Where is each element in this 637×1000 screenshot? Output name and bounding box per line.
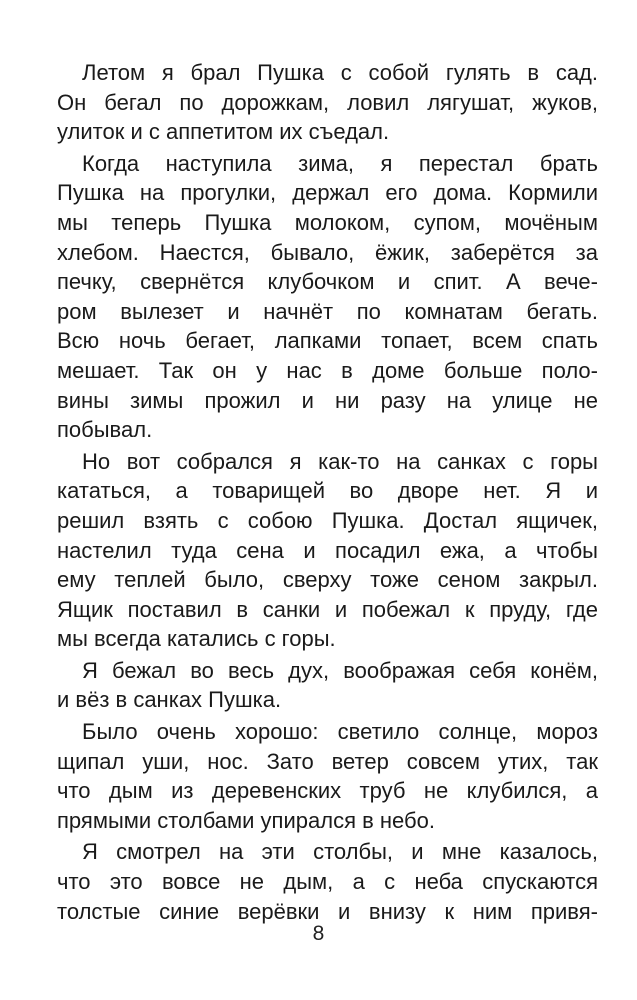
text-line: ему теплей было, сверху тоже сеном закрыл.	[57, 567, 598, 593]
text-line: печку, свернётся клубочком и спит. А вече-	[57, 269, 598, 295]
text-line: хлебом. Наестся, бывало, ёжик, заберётся за	[57, 239, 598, 265]
paragraph-4	[57, 656, 598, 715]
text-line: щипал уши, нос. Зато ветер совсем утих, так	[57, 748, 598, 774]
text-line: кататься, а товарищей во дворе нет. Я и	[57, 478, 598, 504]
text-line: что дым из деревенских труб не клубился, а	[57, 778, 598, 804]
text-line: толстые синие верёвки и внизу к ним привя-	[57, 898, 598, 924]
paragraph-1	[57, 58, 598, 147]
text-line: Всю ночь бегает, лапками топает, всем спать	[57, 328, 598, 354]
text-line: Ящик поставил в санки и побежал к пруду, где	[57, 596, 598, 622]
paragraph-2	[57, 149, 598, 445]
text-line: что это вовсе не дым, а с неба спускаются	[57, 869, 598, 895]
text-line: Было очень хорошо: светило солнце, мороз	[82, 719, 598, 745]
text-line: ром вылезет и начнёт по комнатам бегать.	[57, 298, 598, 324]
text-line: и вёз в санках Пушка.	[57, 687, 282, 713]
text-line: побывал.	[57, 417, 153, 443]
text-line: Пушка на прогулки, держал его дома. Кормили	[57, 180, 598, 206]
page-body	[57, 58, 598, 926]
text-line: мы теперь Пушка молоком, супом, мочёным	[57, 209, 598, 235]
text-line: Я бежал во весь дух, воображая себя конём,	[82, 657, 598, 683]
text-line: Летом я брал Пушка с собой гулять в сад.	[82, 60, 598, 85]
text-line: Я смотрел на эти столбы, и мне казалось,	[82, 839, 598, 865]
text-line: Но вот собрался я как-то на санках с горы	[82, 448, 598, 474]
text-line: настелил туда сена и посадил ежа, а чтобы	[57, 537, 598, 563]
text-line: прямыми столбами упирался в небо.	[57, 807, 435, 833]
paragraph-5	[57, 717, 598, 835]
text-line: Он бегал по дорожкам, ловил лягушат, жуков,	[57, 89, 598, 115]
text-line: решил взять с собою Пушка. Достал ящичек,	[57, 507, 598, 533]
text-line: мешает. Так он у нас в доме больше поло-	[57, 357, 598, 383]
paragraph-3	[57, 447, 598, 654]
text-line: улиток и с аппетитом их съедал.	[57, 119, 390, 145]
text-line: Когда наступила зима, я перестал брать	[82, 150, 598, 176]
page-number: 8	[312, 922, 325, 945]
paragraph-6	[57, 837, 598, 926]
text-line: мы всегда катались с горы.	[57, 626, 336, 652]
text-line: вины зимы прожил и ни разу на улице не	[57, 387, 598, 413]
